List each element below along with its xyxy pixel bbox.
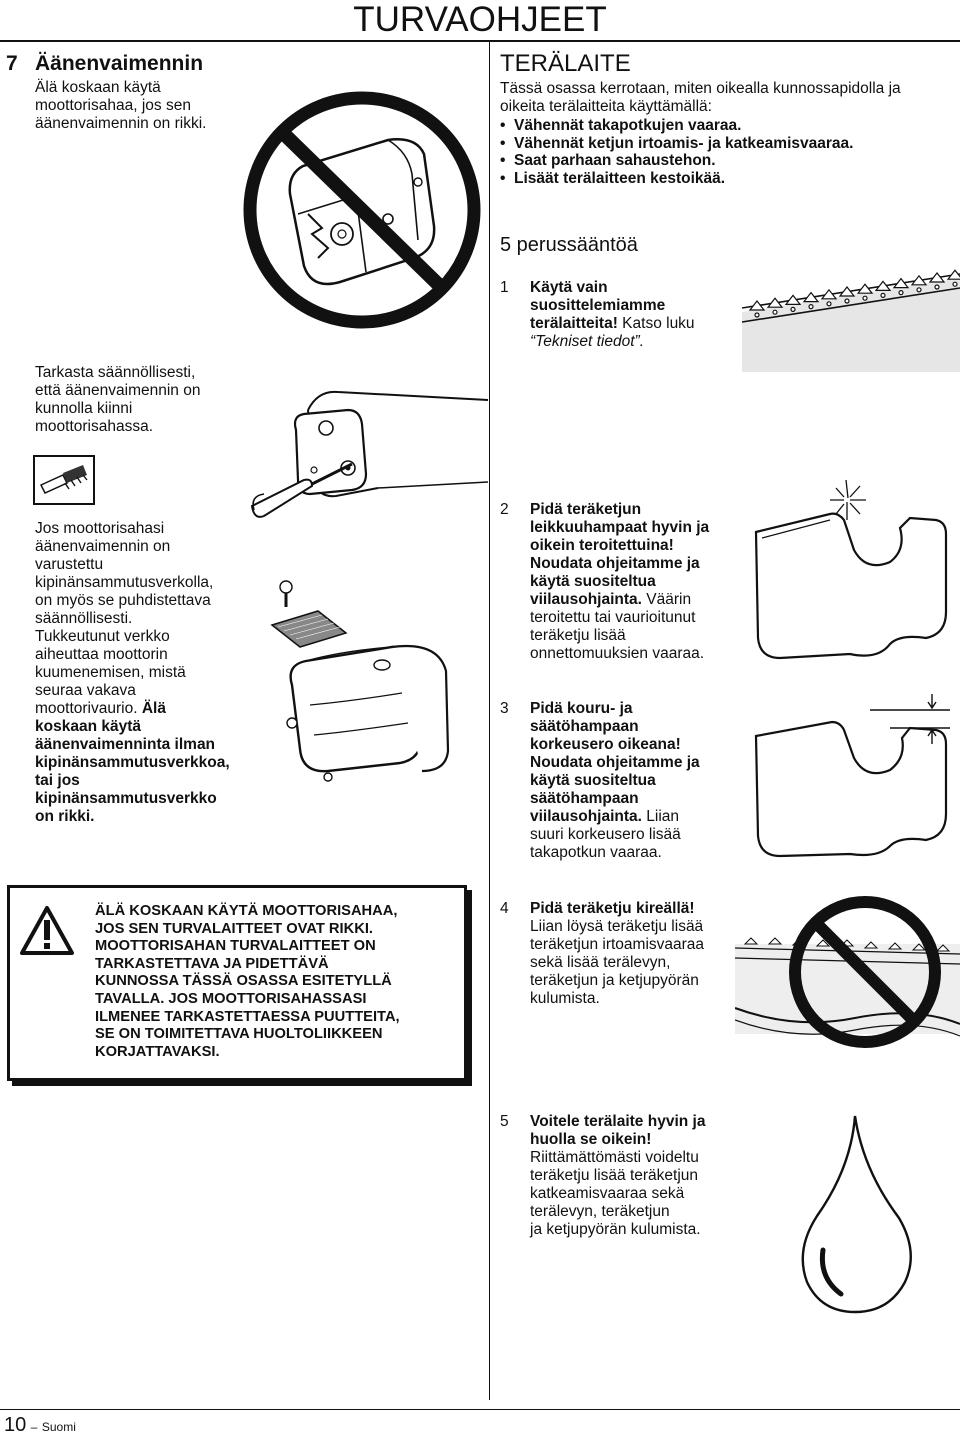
text-line: Älä koskaan käytä [35,79,161,96]
text-line: teräketju lisää teräketjun [530,1167,699,1184]
text-line: Liian [641,808,680,825]
text-line: terälaitteita! [530,315,618,332]
text-line: Käytä vain [530,279,608,296]
text-line: äänenvaimennin on rikki. [35,115,207,132]
list-item: • Lisäät terälaitteen kestoikää. [500,170,940,188]
page-header-title: TURVAOHJEET [353,0,607,39]
muffler-warning-text [35,79,235,133]
text-line: suosittelemiamme [530,297,666,314]
text-line: Tarkasta säännöllisesti, [35,364,196,381]
section-number: 7 [6,52,18,75]
text-line: Pidä teräketju kireällä! [530,900,695,917]
cutter-tooth-sharp-illustration [750,462,950,672]
text-line: TAVALLA. JOS MOOTTORISAHASSASI [95,990,367,1007]
text-line: Väärin [641,591,692,608]
text-line: äänenvaimennin on [35,538,171,555]
text-line: sekä lisää terälevyn, [530,954,671,971]
text-line: leikkuuhampaat hyvin ja [530,519,710,536]
text-line: kunnolla kiinni [35,400,133,417]
text-line: ja ketjupyörän kulumista. [530,1221,701,1238]
chain-rivet [755,313,759,317]
text-line: on myös se puhdistettava [35,592,211,609]
chain-rivet [809,305,813,309]
text-line: teräketju lisää [530,627,626,644]
muffler-spark-arrestor-illustration [262,575,462,815]
section-title: TERÄLAITE [500,50,631,77]
loose-chain-prohibited-illustration [735,878,960,1103]
text-line: kipinänsammutusverkolla, [35,574,214,591]
text-line: Katso luku [617,315,695,332]
text-line: kuumenemisen, mistä [35,664,186,681]
rule-number: 2 [500,501,509,518]
cleaning-brush-icon [33,455,95,505]
damaged-muffler-prohibited-illustration [238,44,488,374]
text-line: Noudata ohjeitamme ja [530,555,700,572]
muffler-check-text [35,364,255,436]
chain-rivet [881,293,885,297]
text-line: huolla se oikein! [530,1131,652,1148]
chain-rivet [863,296,867,300]
text-line: katkeamisvaaraa sekä [530,1185,685,1202]
chain-rivet [953,282,957,286]
text-line: moottorisahaa, jos sen [35,97,191,114]
text-line: varustettu [35,556,104,573]
list-item: • Vähennät ketjun irtoamis- ja katkeamisvaaraa. [500,135,940,153]
teralaite-benefits-list [500,117,940,187]
rule-number: 1 [500,279,509,296]
text-line: suuri korkeusero lisää [530,826,681,843]
chain-bar-illustration [742,262,960,372]
text-line: oikeita terälaitteita käyttämällä: [500,98,712,115]
rule-number: 4 [500,900,509,917]
text-line: ÄLÄ KOSKAAN KÄYTÄ MOOTTORISAHAA, [95,903,398,919]
text-line: tai jos [35,772,80,789]
text-line: viilausohjainta. [530,808,642,825]
text-line: teroitettu tai vaurioitunut [530,609,696,626]
footer-separator: – [30,1420,38,1434]
teralaite-intro [500,80,940,116]
list-item: • Vähennät takapotkujen vaaraa. [500,117,940,135]
text-line: Jos moottorisahasi [35,520,165,537]
text-line: JOS SEN TURVALAITTEET OVAT RIKKI. [95,920,373,937]
text-line: Pidä kouru- ja [530,700,633,717]
text-line: käytä suositeltua [530,573,656,590]
rule-2-text [530,501,745,663]
text-line: on rikki. [35,808,95,825]
text-line: Pidä teräketjun [530,501,642,518]
text-line: Tukkeutunut verkko [35,628,170,645]
text-line: moottorivaurio. [35,700,138,717]
text-line: “Tekniset tiedot”. [530,333,645,350]
text-line: seuraa vakava [35,682,136,699]
section-title: Äänenvaimennin [35,52,204,75]
chain-rivet [917,288,921,292]
text-line: Voitele terälaite hyvin ja [530,1113,706,1130]
text-line: säännöllisesti. [35,610,133,627]
text-line: säätöhampaan [530,790,639,807]
text-line: ILMENEE TARKASTETTAESSA PUUTTEITA, [95,1008,400,1025]
chain-rivet [899,291,903,295]
text-line: että äänenvaimennin on [35,382,201,399]
text-line: onnettomuuksien vaaraa. [530,645,705,662]
list-item: • Saat parhaan sahaustehon. [500,152,940,170]
rule-4-text [530,900,745,1008]
rule-number: 3 [500,700,509,717]
text-line: koskaan käytä [35,718,141,735]
footer-language: Suomi [41,1420,76,1434]
text-line: Liian löysä teräketju lisää [530,918,704,935]
chain-rivet [773,310,777,314]
column-divider [489,40,490,1400]
text-line: KUNNOSSA TÄSSÄ OSASSA ESITETYLLÄ [95,973,392,990]
chain-rivet [845,299,849,303]
text-line: SE ON TOIMITETTAVA HUOLTOLIIKKEEN [95,1026,383,1043]
safety-warning-text [95,903,450,1061]
text-line: teräketjun irtoamisvaaraa [530,936,705,953]
rule-number: 5 [500,1113,509,1130]
text-line: oikein teroitettuina! [530,537,674,554]
header-rule [0,40,960,42]
depth-gauge-illustration [750,688,950,858]
rule-3-text [530,700,745,862]
text-line: korkeusero oikeana! [530,736,681,753]
text-line: KORJATTAVAKSI. [95,1043,220,1060]
muffler-screwdriver-illustration [248,370,488,540]
text-line: Noudata ohjeitamme ja [530,754,700,771]
spark-arrestor-text [35,520,255,826]
text-line: kipinänsammutusverkkoa, [35,754,230,771]
chain-rivet [791,307,795,311]
text-line: terälevyn, teräketjun [530,1203,670,1220]
text-line: teräketjun ja ketjupyörän [530,972,699,989]
rules-title: 5 perussääntöä [500,234,638,256]
rule-5-text [530,1113,745,1239]
text-line: kulumista. [530,990,600,1007]
footer-rule [0,1409,960,1410]
chain-rivet [935,285,939,289]
rule-1-text [530,279,745,351]
text-line: viilausohjainta. [530,591,642,608]
text-line: Tässä osassa kerrotaan, miten oikealla kunnossapidolla ja [500,80,901,97]
text-line: äänenvaimenninta ilman [35,736,216,753]
text-line: TARKASTETTAVA JA PIDETTÄVÄ [95,955,329,972]
chain-rivet [827,302,831,306]
text-line: kipinänsammutusverkko [35,790,217,807]
text-line: Älä [141,700,166,717]
warning-triangle-icon [19,905,75,957]
text-line: takapotkun vaaraa. [530,844,662,861]
oil-drop-icon [795,1110,925,1320]
text-line: moottorisahassa. [35,418,154,435]
page-number: 10 [4,1414,27,1436]
text-line: MOOTTORISAHAN TURVALAITTEET ON [95,938,376,955]
text-line: Riittämättömästi voideltu [530,1149,699,1166]
text-line: aiheuttaa moottorin [35,646,168,663]
text-line: käytä suositeltua [530,772,656,789]
chain-tooth [948,270,960,279]
text-line: säätöhampaan [530,718,639,735]
page-footer [4,1414,76,1438]
